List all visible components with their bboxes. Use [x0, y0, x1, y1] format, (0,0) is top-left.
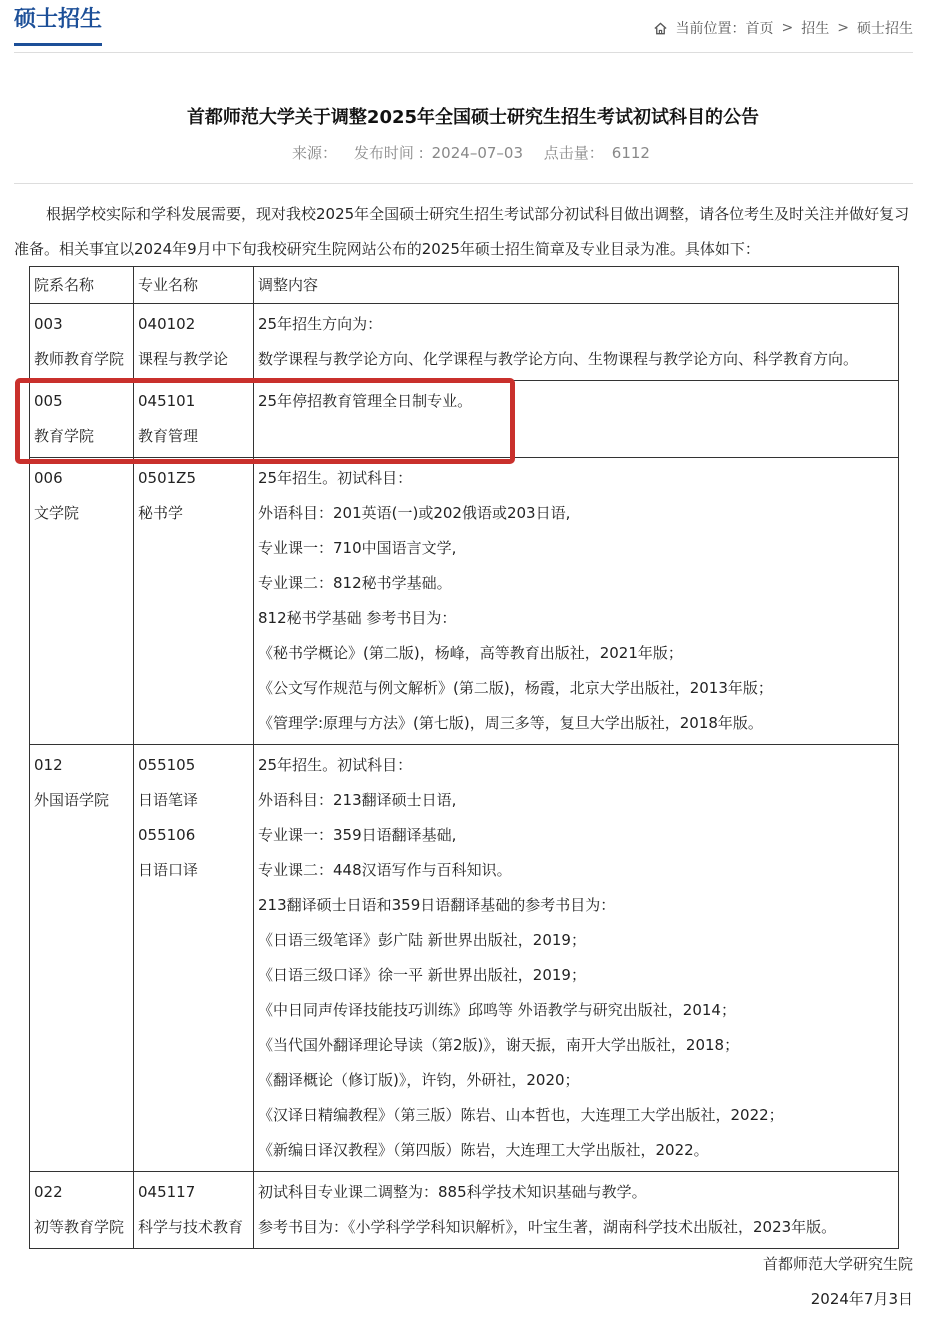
- cell-dept-line: 003: [34, 315, 63, 333]
- cell-content-line: 25年招生。初试科目：: [258, 756, 413, 774]
- cell-dept: [30, 381, 134, 458]
- cell-dept-line: 文学院: [34, 504, 80, 522]
- cell-dept-line: 外国语学院: [34, 791, 110, 809]
- table-body: [30, 304, 899, 1249]
- cell-content-line: 《管理学:原理与方法》(第七版)，周三多等，复旦大学出版社，2018年版。: [258, 714, 763, 732]
- cell-content-line: 外语科目：201英语(一)或202俄语或203日语,: [258, 504, 571, 522]
- cell-major: [134, 304, 254, 381]
- cell-dept-line: 006: [34, 469, 63, 487]
- signature: [763, 1247, 913, 1317]
- section-title: 硕士招生: [14, 8, 102, 46]
- signature-org: 首都师范大学研究生院: [762, 1255, 913, 1273]
- cell-dept: [30, 745, 134, 1172]
- hits-label: 点击量：: [543, 144, 604, 162]
- cell-major-line: 055105: [138, 756, 196, 774]
- cell-content-line: 初试科目专业课二调整为：885科学技术知识基础与教学。: [258, 1183, 647, 1201]
- breadcrumb-separator: >: [781, 20, 794, 36]
- cell-major-line: 040102: [138, 315, 196, 333]
- cell-dept: [30, 1172, 134, 1249]
- breadcrumb-master[interactable]: 硕士招生: [857, 21, 913, 37]
- table-row: [30, 381, 899, 458]
- cell-dept-line: 初等教育学院: [34, 1218, 125, 1236]
- header-content: 调整内容: [254, 267, 899, 304]
- hits-count: 6112: [611, 144, 650, 162]
- cell-content: [254, 745, 899, 1172]
- breadcrumb: [653, 18, 913, 38]
- table-row: [30, 1172, 899, 1249]
- cell-content-line: 专业课二：448汉语写作与百科知识。: [258, 861, 512, 879]
- cell-major-line: 日语口译: [138, 861, 199, 879]
- table-row: [30, 304, 899, 381]
- cell-content: [254, 1172, 899, 1249]
- adjustment-table: [29, 266, 899, 1249]
- cell-major-line: 045117: [138, 1183, 196, 1201]
- cell-major-line: 055106: [138, 826, 196, 844]
- cell-dept-line: 005: [34, 392, 63, 410]
- cell-major-line: 教育管理: [138, 427, 199, 445]
- header-dept: 院系名称: [30, 267, 134, 304]
- cell-major: [134, 1172, 254, 1249]
- breadcrumb-recruit[interactable]: 招生: [801, 21, 830, 37]
- cell-major-line: 科学与技术教育: [138, 1218, 244, 1236]
- cell-dept-line: 012: [34, 756, 63, 774]
- cell-content-line: 《翻译概论（修订版)》，许钧，外研社，2020；: [258, 1071, 580, 1089]
- cell-content-line: 《日语三级笔译》彭广陆 新世界出版社，2019；: [258, 931, 586, 949]
- cell-content-line: 25年招生方向为：: [258, 315, 383, 333]
- page-header: [14, 0, 913, 53]
- cell-content-line: 《汉译日精编教程》（第三版）陈岩、山本哲也，大连理工大学出版社，2022；: [258, 1106, 784, 1124]
- cell-content-line: 《中日同声传译技能技巧训练》邱鸣等 外语教学与研究出版社，2014；: [258, 1001, 736, 1019]
- cell-content-line: 《公文写作规范与例文解析》(第二版)，杨霞，北京大学出版社，2013年版；: [258, 679, 773, 697]
- cell-content: [254, 458, 899, 745]
- breadcrumb-home[interactable]: 首页: [745, 21, 774, 37]
- cell-major-line: 日语笔译: [138, 791, 199, 809]
- cell-content-line: 《当代国外翻译理论导读（第2版)》，谢天振，南开大学出版社，2018；: [258, 1036, 740, 1054]
- cell-major-line: 045101: [138, 392, 196, 410]
- cell-content-line: 数学课程与教学论方向、化学课程与教学论方向、生物课程与教学论方向、科学教育方向。: [258, 350, 859, 368]
- signature-date: 2024年7月3日: [810, 1290, 913, 1308]
- cell-content-line: 《日语三级口译》徐一平 新世界出版社，2019；: [258, 966, 586, 984]
- cell-major: [134, 381, 254, 458]
- cell-major: [134, 745, 254, 1172]
- publish-label: 发布时间 :: [353, 144, 424, 162]
- cell-dept-line: 教育学院: [34, 427, 95, 445]
- article-title: 首都师范大学关于调整2025年全国硕士研究生招生考试初试科目的公告: [186, 107, 760, 128]
- source-label: 来源：: [292, 144, 338, 162]
- cell-content-line: 25年招生。初试科目：: [258, 469, 413, 487]
- publish-date: 2024–07–03: [431, 144, 523, 162]
- cell-major-line: 秘书学: [138, 504, 184, 522]
- cell-content-line: 专业课一：710中国语言文学,: [258, 539, 457, 557]
- breadcrumb-separator: >: [837, 20, 849, 36]
- table-header-row: [30, 267, 899, 304]
- cell-content-line: 参考书目为：《小学科学学科知识解析》，叶宝生著，湖南科学技术出版社，2023年版。: [258, 1218, 837, 1236]
- cell-dept: [30, 458, 134, 745]
- article-meta: [0, 142, 946, 163]
- table-row: [30, 458, 899, 745]
- header-major: 专业名称: [134, 267, 254, 304]
- cell-major: [134, 458, 254, 745]
- home-icon[interactable]: [653, 21, 668, 36]
- cell-content-line: 外语科目：213翻译硕士日语,: [258, 791, 457, 809]
- divider: [14, 183, 913, 184]
- cell-major-line: 0501Z5: [138, 469, 196, 487]
- breadcrumb-prefix: 当前位置：: [675, 21, 746, 37]
- cell-content: [254, 304, 899, 381]
- intro-paragraph: 根据学校实际和学科发展需要，现对我校2025年全国硕士研究生招生考试部分初试科目做出调整，请各位考生及时关注并做好复习准备。相关事宜以2024年9月中下旬我校研究生院网站公布的2025年硕士招生简章及专业目录为准。具体如下：: [14, 205, 910, 258]
- table-row: [30, 745, 899, 1172]
- cell-content-line: 812秘书学基础 参考书目为：: [258, 609, 457, 627]
- cell-content-line: 专业课一：359日语翻译基础,: [258, 826, 457, 844]
- cell-content-line: 213翻译硕士日语和359日语翻译基础的参考书目为：: [258, 896, 616, 914]
- cell-content-line: 25年停招教育管理全日制专业。: [258, 392, 473, 410]
- cell-major-line: 课程与教学论: [138, 350, 229, 368]
- cell-content: [254, 381, 899, 458]
- cell-content-line: 《秘书学概论》(第二版)，杨峰，高等教育出版社，2021年版；: [258, 644, 683, 662]
- cell-content-line: 《新编日译汉教程》（第四版）陈岩，大连理工大学出版社，2022。: [258, 1141, 709, 1159]
- cell-content-line: 专业课二：812秘书学基础。: [258, 574, 452, 592]
- cell-dept-line: 022: [34, 1183, 63, 1201]
- cell-dept: [30, 304, 134, 381]
- cell-dept-line: 教师教育学院: [34, 350, 125, 368]
